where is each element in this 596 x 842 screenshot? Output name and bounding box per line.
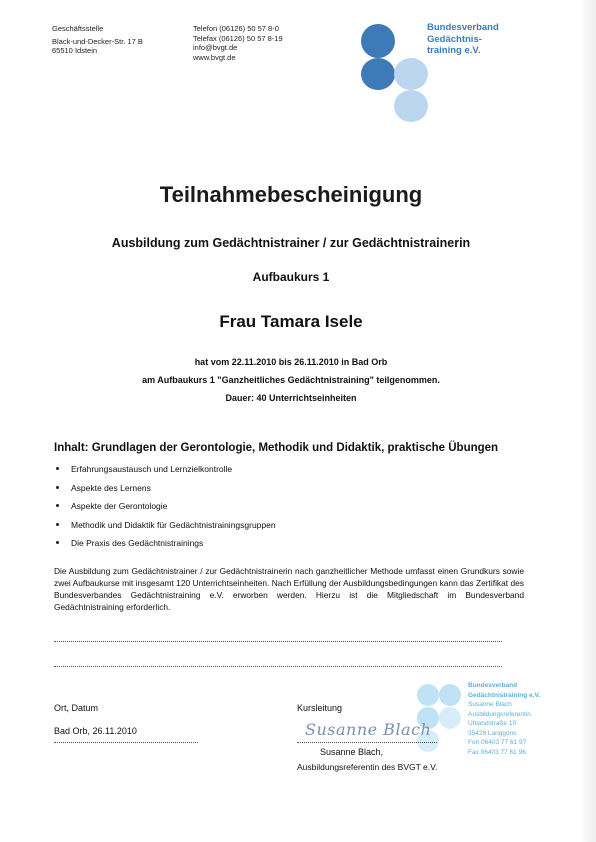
- logo-text: [427, 22, 499, 57]
- handwritten-signature: Susanne Blach: [305, 720, 432, 739]
- logo-line-3: training e.V.: [427, 45, 481, 56]
- signer-role: Ausbildungsreferentin des BVGT e.V.: [297, 762, 438, 772]
- contact-phone: Telefon (06126) 50 57 8-0: [193, 24, 279, 33]
- logo-dot-light-bottom: [394, 90, 428, 122]
- stamp-text: [468, 681, 540, 757]
- certificate-title: Teilnahmebescheinigung: [159, 182, 423, 207]
- stamp-line: Bundesverband: [468, 682, 518, 689]
- page-edge: [582, 0, 596, 842]
- stamp-line: Fon 06403 77 61 97: [468, 739, 527, 746]
- participant-name: Frau Tamara Isele: [219, 312, 363, 331]
- dotted-divider: [54, 641, 502, 642]
- contact-web[interactable]: www.bvgt.de: [193, 52, 236, 62]
- attendance-dates: hat vom 22.11.2010 bis 26.11.2010 in Bad Orb: [194, 357, 388, 367]
- certificate-subtitle: Ausbildung zum Gedächtnistrainer / zur Gedächtnistrainerin: [111, 236, 471, 250]
- logo-line-2: Gedächtnis-: [427, 33, 482, 45]
- contact-block: [193, 24, 283, 62]
- dotted-divider: [54, 666, 502, 667]
- stamp-line: Ausbildungsreferentin: [468, 710, 531, 718]
- stamp-dot: [417, 684, 439, 706]
- attendance-duration: Dauer: 40 Unterrichtseinheiten: [225, 393, 357, 403]
- list-item: Methodik und Didaktik für Gedächtnistrainingsgruppen: [54, 518, 276, 537]
- signer-name: Susanne Blach,: [320, 747, 384, 757]
- content-list: [54, 462, 276, 555]
- stamp-dot: [439, 684, 461, 706]
- contact-email[interactable]: info@bvgt.de: [193, 43, 238, 52]
- office-street: Black-und-Decker-Str. 17 B: [52, 36, 143, 46]
- stamp-line: Fax 06403 77 61 96: [468, 748, 526, 756]
- stamp-line: 35428 Langgöns: [468, 729, 517, 737]
- place-date-line: [54, 742, 198, 743]
- list-item: Erfahrungsaustausch und Lernzielkontrolle: [54, 462, 276, 481]
- kursleitung-label: Kursleitung: [297, 703, 343, 713]
- logo-dot-dark-top: [361, 24, 395, 58]
- place-date-value: Bad Orb, 26.11.2010: [54, 726, 137, 736]
- office-address: [52, 24, 143, 56]
- logo-dot-dark-bottom: [361, 58, 395, 90]
- office-label: Geschäftsstelle: [52, 24, 104, 33]
- stamp-line: Uhlandstraße 10: [468, 720, 517, 727]
- list-item: Aspekte der Gerontologie: [54, 499, 276, 518]
- logo-dot-light-right: [394, 58, 428, 90]
- stamp-line: Gedächtnistraining e.V.: [468, 691, 541, 699]
- place-date-label: Ort, Datum: [54, 703, 99, 713]
- attendance-course: am Aufbaukurs 1 "Ganzheitliches Gedächtnistraining" teilgenommen.: [142, 375, 440, 385]
- office-city: 65510 Idstein: [52, 46, 98, 55]
- contact-fax: Telefax (06126) 50 57 8-19: [193, 33, 283, 43]
- course-name: Aufbaukurs 1: [252, 270, 330, 284]
- content-heading: Inhalt: Grundlagen der Gerontologie, Methodik und Didaktik, praktische Übungen: [54, 442, 499, 454]
- list-item: Aspekte des Lernens: [54, 481, 276, 500]
- program-description: Die Ausbildung zum Gedächtnistrainer / zur Gedächtnistrainerin nach ganzheitlicher Methode umfasst einen Grundkurs sowie zwei Aufbaukurse mit insgesamt 120 Unterrichtseinheiten. Nach Erfüllung der Ausbildungsbedingungen kann das Zertifikat des Bundesverbandes Gedächtnistraining e.V. erworben werden. Hierzu ist die Mitgliedschaft im Bundesverband Gedächtnistraining erforderlich.: [54, 566, 524, 612]
- logo-line-1: Bundesverband: [427, 22, 499, 33]
- signature-line: [297, 742, 437, 743]
- stamp-dot: [439, 707, 461, 729]
- list-item: Die Praxis des Gedächtnistrainings: [54, 536, 276, 555]
- stamp-line: Susanne Blach: [468, 701, 512, 708]
